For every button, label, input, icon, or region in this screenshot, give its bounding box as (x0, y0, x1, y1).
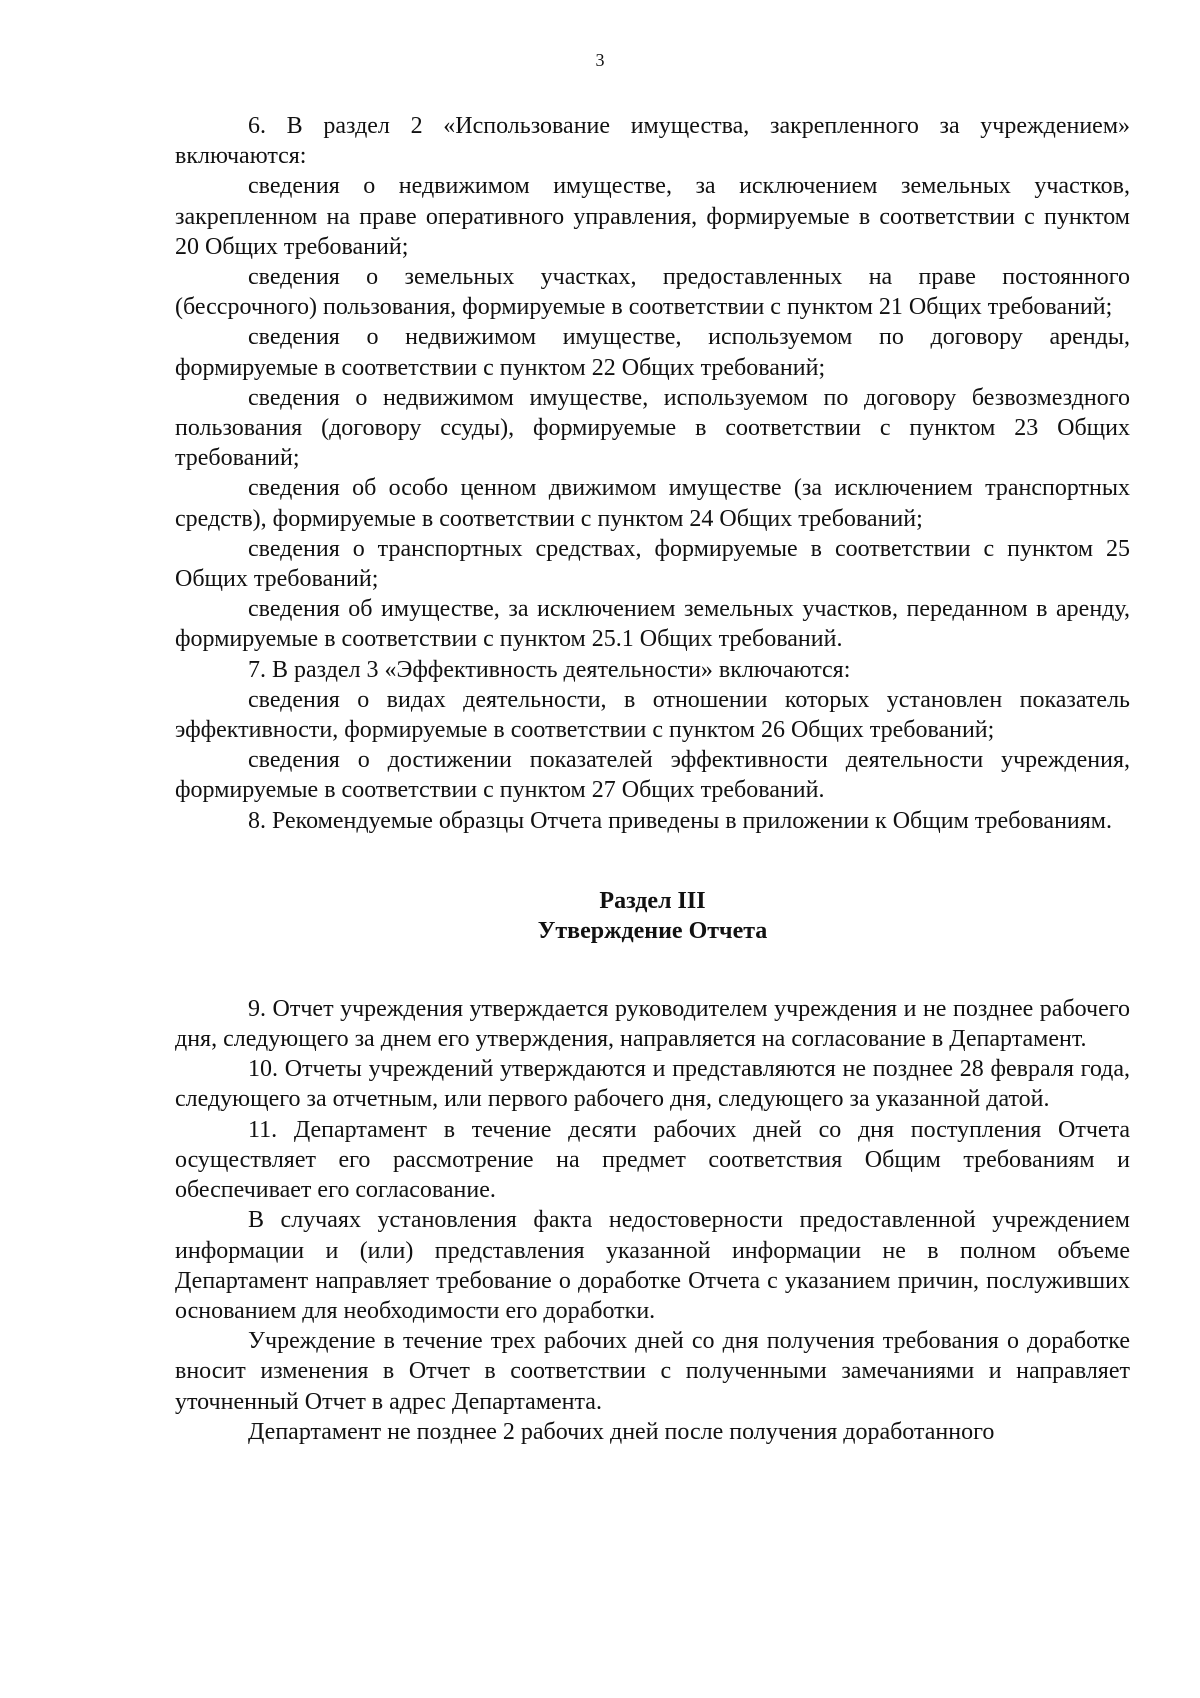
paragraph-6-item-4: сведения о недвижимом имуществе, используемом по договору безвозмездного пользования (договору ссуды), формируемые в соответствии с пунктом 23 Общих требований; (175, 384, 1130, 472)
section-subtitle: Утверждение Отчета (537, 917, 768, 944)
paragraph-11: 11. Департамент в течение десяти рабочих дней со дня поступления Отчета осуществляет его рассмотрение на предмет соответствия Общим требованиям и обеспечивает его согласование. (175, 1116, 1130, 1204)
paragraph-11-continuation-1: В случаях установления факта недостоверности предоставленной учреждением информации и (или) представления указанной информации не в полном объеме Департамент направляет требование о доработке Отчета с указанием причин, послуживших основанием для необходимости его доработки. (175, 1207, 1130, 1324)
paragraph-6-item-6: сведения о транспортных средствах, формируемые в соответствии с пунктом 25 Общих требований; (175, 535, 1130, 593)
document-body (175, 111, 1130, 1447)
paragraph-10: 10. Отчеты учреждений утверждаются и представляются не позднее 28 февраля года, следующего за отчетным, или первого рабочего дня, следующего за указанной датой. (175, 1056, 1130, 1113)
paragraph-6-item-5: сведения об особо ценном движимом имуществе (за исключением транспортных средств), формируемые в соответствии с пунктом 24 Общих требований; (175, 475, 1130, 532)
paragraph-11-continuation-3: Департамент не позднее 2 рабочих дней после получения доработанного (248, 1418, 995, 1445)
paragraph-11-continuation-2: Учреждение в течение трех рабочих дней со дня получения требования о доработке вносит изменения в Отчет в соответствии с полученными замечаниями и направляет уточненный Отчет в адрес Департамента. (175, 1328, 1130, 1415)
paragraph-6-item-7: сведения об имуществе, за исключением земельных участков, переданном в аренду, формируемые в соответствии с пунктом 25.1 Общих требований. (175, 596, 1130, 653)
paragraph-6-item-2: сведения о земельных участках, предоставленных на праве постоянного (бессрочного) пользования, формируемые в соответствии с пунктом 21 Общих требований; (175, 264, 1130, 321)
paragraph-6-item-3: сведения о недвижимом имуществе, используемом по договору аренды, формируемые в соответствии с пунктом 22 Общих требований; (175, 324, 1130, 381)
paragraph-7-item-1: сведения о видах деятельности, в отношении которых установлен показатель эффективности, формируемые в соответствии с пунктом 26 Общих требований; (175, 686, 1130, 744)
section-heading (175, 886, 1130, 946)
paragraph-8: 8. Рекомендуемые образцы Отчета приведены в приложении к Общим требованиям. (248, 807, 1112, 834)
paragraph-7: 7. В раздел 3 «Эффективность деятельности» включаются: (248, 656, 851, 683)
paragraph-6: 6. В раздел 2 «Использование имущества, закрепленного за учреждением» включаются: (175, 113, 1130, 170)
paragraph-9: 9. Отчет учреждения утверждается руководителем учреждения и не позднее рабочего дня, следующего за днем его утверждения, направляется на согласование в Департамент. (175, 995, 1130, 1053)
paragraph-7-item-2: сведения о достижении показателей эффективности деятельности учреждения, формируемые в соответствии с пунктом 27 Общих требований. (175, 747, 1130, 804)
page-number: 3 (595, 50, 605, 70)
paragraph-6-item-1: сведения о недвижимом имуществе, за исключением земельных участков, закрепленном на праве оперативного управления, формируемые в соответствии с пунктом 20 Общих требований; (175, 173, 1130, 260)
section-title: Раздел III (599, 887, 706, 914)
